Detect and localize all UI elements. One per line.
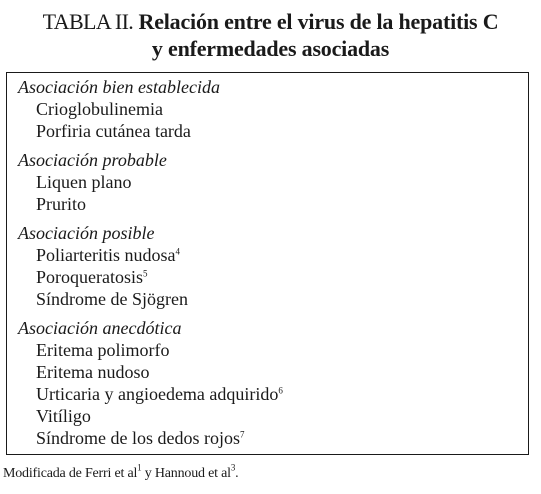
footnote-text: y Hannoud et al xyxy=(141,466,231,481)
list-item xyxy=(36,383,528,405)
item-text: Poroqueratosis xyxy=(36,267,143,287)
reference-number: 5 xyxy=(143,268,148,279)
group-probable xyxy=(7,150,528,215)
list-item xyxy=(36,120,528,142)
list-item xyxy=(36,98,528,120)
group-heading: Asociación posible xyxy=(18,223,155,243)
table-footnote xyxy=(3,462,239,482)
item-text: Eritema polimorfo xyxy=(36,340,170,360)
list-item xyxy=(36,339,528,361)
list-item xyxy=(36,244,528,266)
table-number: TABLA II. xyxy=(42,9,134,34)
item-text: Síndrome de Sjögren xyxy=(36,289,188,309)
table-title xyxy=(0,8,541,62)
reference-number: 7 xyxy=(240,429,245,440)
list-item xyxy=(36,288,528,310)
item-text: Crioglobulinemia xyxy=(36,99,163,119)
list-item xyxy=(36,427,528,449)
list-item xyxy=(36,171,528,193)
group-heading: Asociación bien establecida xyxy=(18,77,220,97)
group-heading: Asociación probable xyxy=(18,150,167,170)
group-possible xyxy=(7,223,528,310)
reference-number: 3 xyxy=(230,462,236,473)
group-heading: Asociación anecdótica xyxy=(18,318,182,338)
group-anecdotal xyxy=(7,318,528,449)
association-table xyxy=(6,72,529,455)
item-text: Poliarteritis nudosa xyxy=(36,245,176,265)
list-item xyxy=(36,361,528,383)
item-text: Urticaria y angioedema adquirido xyxy=(36,384,279,404)
reference-number: 4 xyxy=(175,246,180,257)
list-item xyxy=(36,266,528,288)
table-title-line-2: y enfermedades asociadas xyxy=(151,36,390,61)
footnote-text: Modificada de Ferri et al xyxy=(3,466,138,481)
item-text: Liquen plano xyxy=(36,172,132,192)
item-text: Síndrome de los dedos rojos xyxy=(36,428,240,448)
item-text: Porfiria cutánea tarda xyxy=(36,121,191,141)
item-text: Eritema nudoso xyxy=(36,362,150,382)
reference-number: 6 xyxy=(278,385,283,396)
reference-number: 1 xyxy=(137,462,142,473)
footnote-text: . xyxy=(235,466,239,481)
table-title-line-1: Relación entre el virus de la hepatitis C xyxy=(138,9,499,34)
list-item xyxy=(36,405,528,427)
item-text: Vitíligo xyxy=(36,406,91,426)
item-text: Prurito xyxy=(36,194,87,214)
list-item xyxy=(36,193,528,215)
group-established xyxy=(7,77,528,142)
